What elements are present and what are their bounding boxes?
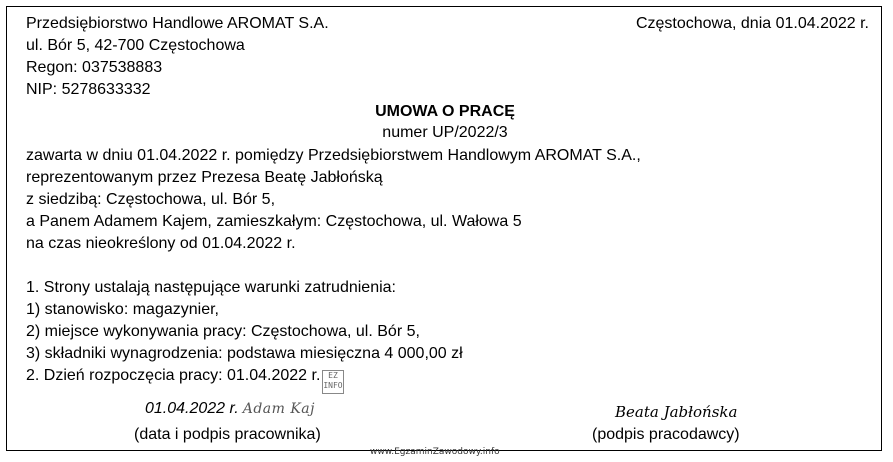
terms-line: 1. Strony ustalają następujące warunki zatrudnienia: — [26, 279, 396, 296]
employee-date-signature — [145, 400, 315, 418]
intro-line: na czas nieokreślony od 01.04.2022 r. — [26, 235, 296, 252]
employer-nip: NIP: 5278633332 — [26, 81, 151, 98]
terms-line: 3) składniki wynagrodzenia: podstawa miesięczna 4 000,00 zł — [26, 345, 463, 362]
intro-line: zawarta w dniu 01.04.2022 r. pomiędzy Przedsiębiorstwem Handlowym AROMAT S.A., — [26, 147, 641, 164]
place-and-date: Częstochowa, dnia 01.04.2022 r. — [635, 15, 869, 32]
employee-date: 01.04.2022 r. — [145, 400, 239, 417]
watermark: www.EgzaminZawodowy.info — [370, 447, 500, 457]
contract-title: UMOWA O PRACĘ — [375, 103, 515, 120]
employer-signature: Beata Jabłońska — [615, 403, 738, 421]
employer-regon: Regon: 037538883 — [26, 59, 163, 76]
terms-line: 1) stanowisko: magazynier, — [26, 301, 219, 318]
employer-name: Przedsiębiorstwo Handlowe AROMAT S.A. — [26, 15, 329, 32]
terms-line: 2. Dzień rozpoczęcia pracy: 01.04.2022 r. — [26, 367, 321, 384]
ez-info-logo — [322, 370, 344, 394]
employer-address: ul. Bór 5, 42-700 Częstochowa — [26, 37, 245, 54]
intro-line: reprezentowanym przez Prezesa Beatę Jabłońską — [26, 169, 383, 186]
terms-line: 2) miejsce wykonywania pracy: Częstochowa, ul. Bór 5, — [26, 323, 420, 340]
employer-caption: (podpis pracodawcy) — [592, 426, 740, 443]
intro-line: z siedzibą: Częstochowa, ul. Bór 5, — [26, 191, 276, 208]
employee-caption: (data i podpis pracownika) — [134, 426, 321, 443]
ez-info-logo-text: EZ INFO — [323, 371, 343, 390]
intro-line: a Panem Adamem Kajem, zamieszkałym: Częstochowa, ul. Wałowa 5 — [26, 213, 522, 230]
employee-signature: Adam Kaj — [242, 401, 315, 417]
contract-document — [6, 6, 882, 451]
contract-number: numer UP/2022/3 — [382, 124, 508, 141]
